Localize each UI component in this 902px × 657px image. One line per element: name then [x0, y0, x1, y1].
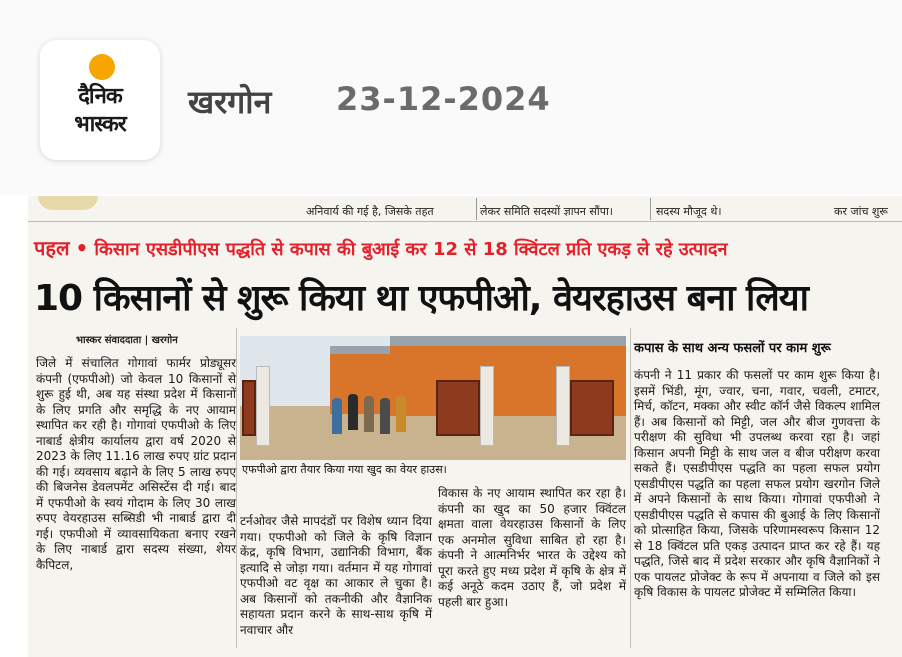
- gate-panel: [242, 380, 256, 436]
- article-column-3: [438, 486, 626, 610]
- person-figure: [332, 398, 342, 434]
- person-figure: [396, 396, 406, 432]
- previous-text-fragment: सदस्य मौजूद थे।: [656, 205, 722, 218]
- person-figure: [348, 394, 358, 430]
- edition-city: खरगोन: [188, 83, 272, 121]
- previous-text-fragment: लेकर समिति सदस्यों ज्ञापन सौंपा।: [480, 205, 613, 218]
- article-headline: 10 किसानों से शुरू किया था एफपीओ, वेयरहाउस बना लिया: [34, 278, 808, 319]
- column-divider: [476, 198, 477, 220]
- person-figure: [380, 398, 390, 434]
- gate-pillar: [256, 366, 270, 446]
- edition-date: 23-12-2024: [336, 80, 551, 118]
- dainik-bhaskar-logo[interactable]: [40, 40, 160, 160]
- newspaper-clipping: [28, 196, 902, 657]
- paragraph: टर्नओवर जैसे मापदंडों पर विशेष ध्यान दिया गया। एफपीओ को जिले के कृषि विज्ञान केंद्र, कृषि विभाग, उद्यानिकी विभाग, बैंक इत्यादि से जोड़ा गया। वर्तमान में यह गोगावां एफपीओ वट वृक्ष का आकार ले चुका है। अब किसानों को तकनीकी और वैज्ञानिक सहायता प्रदान करने के साथ-साथ कृषि में नवाचार और: [240, 514, 432, 637]
- gate-pillar: [480, 366, 494, 446]
- warehouse-photo: [240, 336, 626, 460]
- article-kicker: [34, 234, 727, 261]
- paragraph: विकास के नए आयाम स्थापित कर रहा है। कंपनी का खुद का 50 हजार क्विंटल क्षमता वाला वेयरहाउस किसानों के लिए एक अनमोल सुविधा साबित हो रहा है। कंपनी ने आत्मनिर्भर भारत के उद्देश्य को पूरा करते हुए मध्य प्रदेश में कृषि के क्षेत्र में कई अनूठे कदम उठाए हैं, जो प्रदेश में पहली बार हुआ।: [438, 486, 626, 609]
- sun-icon: [89, 54, 115, 80]
- photo-caption: एफपीओ द्वारा तैयार किया गया खुद का वेयर हाउस।: [242, 463, 447, 476]
- article-column-1: [36, 356, 236, 656]
- cartoon-fragment: [38, 196, 98, 210]
- previous-text-fragment: कर जांच शुरू: [834, 205, 888, 218]
- article-column-2: [240, 514, 432, 638]
- previous-text-fragment: अनिवार्य की गई है, जिसके तहत: [306, 205, 434, 218]
- column-divider: [650, 198, 651, 220]
- gate-pillar: [556, 366, 570, 446]
- paragraph: जिले में संचालित गोगावां फार्मर प्रोड्यूसर कंपनी (एफपीओ) जो केवल 10 किसानों से शुरू हुई थी, अब यह संस्था प्रदेश में किसानों के लिए प्रगति और समृद्धि के नए आयाम स्थापित कर रही है। गोगावां एफपीओ के लिए नाबार्ड क्षेत्रीय कार्यालय द्वारा वर्ष 2020 से 2023 के लिए 11.16 लाख रुपए ग्रांट प्रदान की गई। व्यवसाय बढ़ाने के लिए 5 लाख रुपए की बिजनेस डेवलपमेंट असिस्टेंस दी गई। बाद में एफपीओ के स्वयं गोदाम के लिए 30 लाख रुपए वेयरहाउस सब्सिडी भी नाबार्ड द्वारा दी गई। एफपीओ में व्यावसायिकता बनाए रखने के लिए नाबार्ड द्वारा सदस्य संख्या, शेयर कैपिटल,: [36, 356, 236, 572]
- logo-line-2: भास्कर: [74, 112, 126, 137]
- person-figure: [364, 396, 374, 432]
- warehouse-roof: [390, 336, 626, 346]
- sub-heading: कपास के साथ अन्य फसलों पर काम शुरू: [634, 341, 831, 356]
- previous-article-strip: [28, 196, 902, 222]
- column-divider: [236, 328, 237, 648]
- app-header: [0, 0, 902, 195]
- kicker-text: किसान एसडीपीएस पद्धति से कपास की बुआई कर 12 से 18 क्विंटल प्रति एकड़ ले रहे उत्पादन: [94, 239, 728, 260]
- byline: भास्कर संवाददाता | खरगोन: [76, 335, 178, 346]
- column-divider: [630, 328, 631, 648]
- gate-panel: [436, 380, 480, 436]
- kicker-tag: पहल: [34, 236, 70, 260]
- paragraph: कंपनी ने 11 प्रकार की फसलों पर काम शुरू किया है। इसमें भिंडी, मूंग, ज्वार, चना, गवार, चवली, टमाटर, मिर्च, कॉटन, मक्का और स्वीट कॉर्न जैसे विकल्प शामिल हैं। अब किसानों को मिट्टी, जल और बीज गुणवत्ता के परीक्षण की सुविधा भी उपलब्ध करवा रहा है। जहां किसान अपनी मिट्टी के साथ जल व बीज परीक्षण करवा सकते हैं। एसडीपीएस पद्धति का पहला सफल प्रयोग एसडीपीएस पद्धति का पहला सफल प्रयोग खरगोन जिले में अपने किसानों के साथ किया। गोगावां एफपीओ ने एसडीपीएस पद्धति से कपास की बुआई के लिए किसानों को प्रोत्साहित किया, जिसके परिणामस्वरूप किसान 12 से 18 क्विंटल प्रति एकड़ उत्पादन प्राप्त कर रहे हैं। यह पद्धति, जिसे बाद में प्रदेश सरकार और कृषि वैज्ञानिकों ने एक पायलट प्रोजेक्ट के रूप में अपनाया व जिले को इस कृषि विकास के पायलट प्रोजेक्ट में सम्मिलित किया।: [634, 368, 880, 599]
- article-column-4: [634, 368, 880, 601]
- logo-line-1: दैनिक: [78, 84, 122, 109]
- gate-panel: [570, 380, 614, 436]
- bullet-dot: •: [75, 236, 89, 260]
